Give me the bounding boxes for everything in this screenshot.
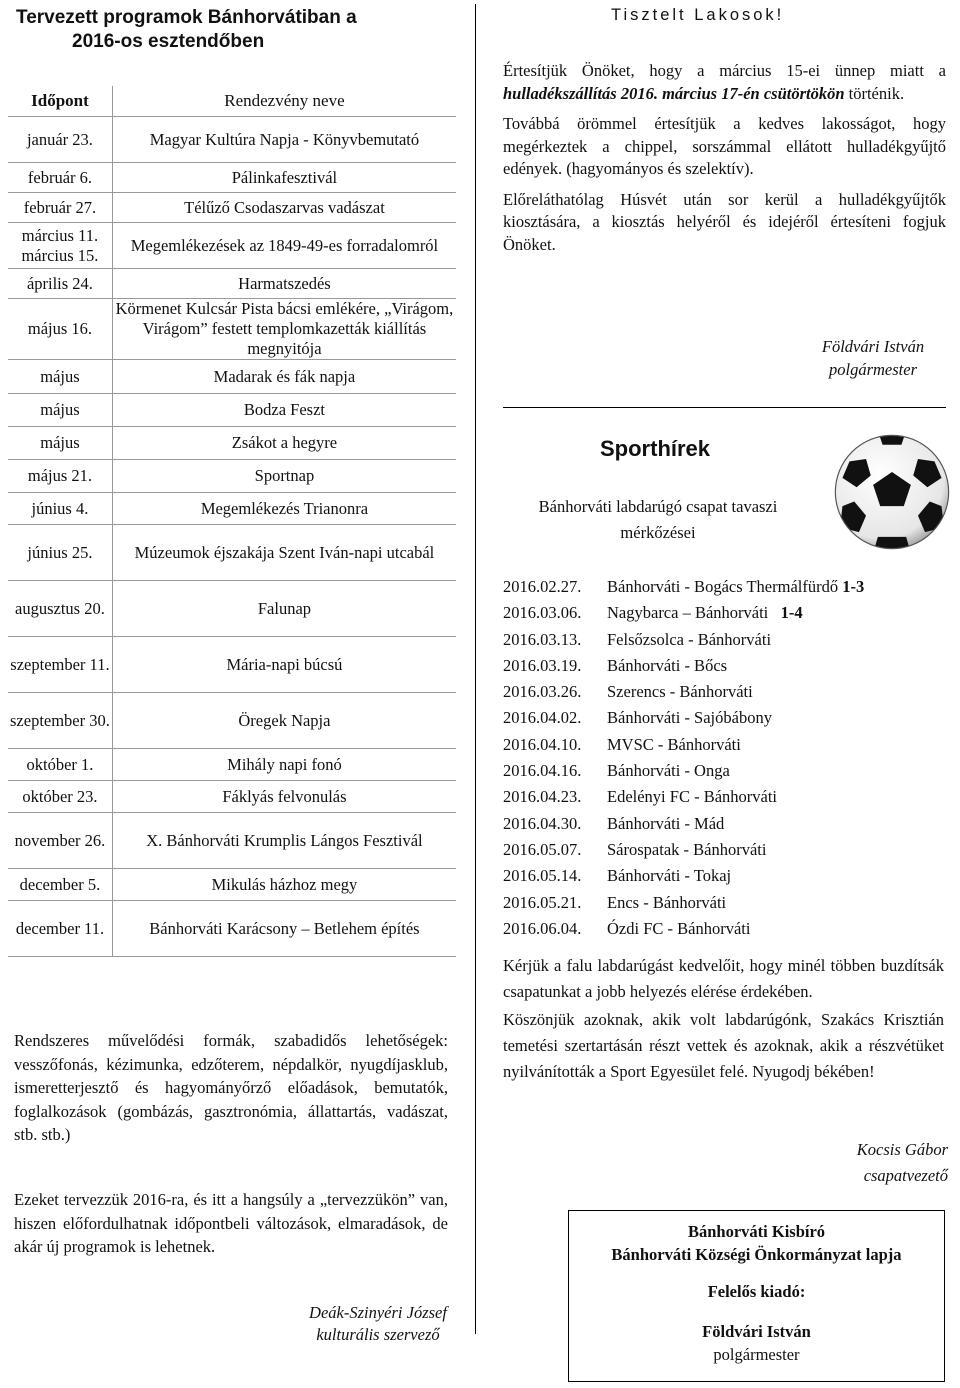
program-title-line2: 2016-os esztendőben	[72, 31, 265, 52]
coach-role: csapatvezető	[863, 1166, 948, 1185]
match-teams: Bánhorváti - Sajóbábony	[607, 708, 772, 728]
match-teams: MVSC - Bánhorváti	[607, 734, 741, 754]
event-date: március 11. március 15.	[8, 223, 112, 269]
table-row	[8, 813, 456, 869]
event-date: augusztus 20.	[8, 581, 112, 637]
match-date: 2016.04.30.	[503, 813, 582, 833]
event-date: május	[8, 427, 112, 460]
notice-paragraph-3: Előreláthatólag Húsvét után sor kerül a hulladékgyűjtők kiosztására, a kiosztás helyéről és idejéről értesíteni fogjuk Önöket.	[503, 189, 946, 254]
event-name: Sportnap	[112, 460, 456, 493]
match-teams: Ózdi FC - Bánhorváti	[607, 918, 751, 938]
publication-subtitle: Bánhorváti Községi Önkormányzat lapja	[611, 1245, 902, 1264]
event-name: Mikulás házhoz megy	[112, 869, 456, 901]
match-teams: Felsőzsolca - Bánhorváti	[607, 629, 772, 649]
organizer-role: kulturális szervező	[316, 1325, 440, 1344]
notice-p1-text: Értesítjük Önöket, hogy a március 15-ei ünnep miatt a	[503, 61, 946, 80]
mayor-signature	[793, 336, 953, 381]
event-name: Mária-napi búcsú	[112, 637, 456, 693]
column-divider	[475, 4, 476, 1334]
event-name: Múzeumok éjszakája Szent Iván-napi utcabál	[112, 525, 456, 581]
organizer-signature	[278, 1302, 478, 1346]
match-item	[503, 758, 953, 784]
event-date: május 16.	[8, 299, 112, 360]
program-table	[8, 86, 456, 957]
event-date: október 23.	[8, 781, 112, 813]
match-teams: Sárospatak - Bánhorváti	[607, 839, 767, 859]
event-date: szeptember 11.	[8, 637, 112, 693]
match-teams: Edelényi FC - Bánhorváti	[607, 787, 778, 807]
team-message-p2: Köszönjük azoknak, akik volt labdarúgónk, Szakács Krisztián temetési szertartásán részt vettek és azoknak, akik a részvétüket nyilvánították a Sport Egyesület felé. Nyugodj békében!	[503, 1010, 944, 1081]
table-row	[8, 299, 456, 360]
event-name: Magyar Kultúra Napja - Könyvbemutató	[112, 117, 456, 163]
mayor-role: polgármester	[829, 359, 917, 379]
match-item	[503, 890, 953, 916]
notice-paragraph-1	[503, 60, 946, 105]
event-date: december 5.	[8, 869, 112, 901]
publisher-role: polgármester	[713, 1345, 800, 1364]
event-date: október 1.	[8, 749, 112, 781]
match-item	[503, 705, 953, 731]
match-date: 2016.05.07.	[503, 839, 582, 859]
event-name: Zsákot a hegyre	[112, 427, 456, 460]
table-row	[8, 693, 456, 749]
regular-activities-text: Rendszeres művelődési formák, szabadidős lehetőségek: vesszőfonás, kézimunka, edzőterem, népdalkör, nyugdíjasklub, ismeretterjesztő és hagyományőrző előadások, bemutatók, foglalkozások (gombázás, gasztronómia, állattartás, vadászat, stb. stb.)	[14, 1031, 448, 1144]
match-item	[503, 863, 953, 889]
publication-name: Bánhorváti Kisbíró	[687, 1222, 826, 1241]
soccer-ball-icon	[833, 433, 951, 551]
event-name: Madarak és fák napja	[112, 360, 456, 394]
event-name: Harmatszedés	[112, 269, 456, 299]
sport-subtitle: Bánhorváti labdarúgó csapat tavaszi mérkőzései	[538, 497, 778, 542]
mayor-name: Földvári István	[821, 337, 925, 356]
publisher-name: Földvári István	[702, 1322, 811, 1341]
event-date: szeptember 30.	[8, 693, 112, 749]
publisher-label: Felelős kiadó:	[707, 1282, 806, 1301]
event-date: június 4.	[8, 493, 112, 525]
coach-signature	[803, 1137, 948, 1189]
table-row	[8, 901, 456, 957]
program-title	[8, 6, 456, 54]
notice-paragraph-2: Továbbá örömmel értesítjük a kedves lakosságot, hogy megérkeztek a chippel, sorszámmal ellátott hulladékgyűjtő edények. (hagyományos és szelektív).	[503, 114, 946, 178]
publisher-box	[568, 1210, 945, 1382]
match-item	[503, 732, 953, 758]
match-date: 2016.03.26.	[503, 682, 582, 702]
greeting: Tisztelt Lakosok!	[611, 6, 785, 24]
match-date: 2016.04.16.	[503, 761, 582, 781]
left-column	[8, 0, 456, 1344]
notice-p1-emphasis: hulladékszállítás 2016. március 17-én csütörtökön	[503, 83, 845, 103]
match-date: 2016.04.10.	[503, 734, 582, 754]
match-date: 2016.06.04.	[503, 918, 582, 938]
table-row	[8, 427, 456, 460]
match-date: 2016.02.27.	[503, 577, 582, 596]
event-name: Pálinkafesztivál	[112, 163, 456, 193]
event-date: június 25.	[8, 525, 112, 581]
match-teams: Encs - Bánhorváti	[607, 892, 727, 912]
match-date: 2016.05.21.	[503, 892, 582, 912]
event-date: december 11.	[8, 901, 112, 957]
event-date: november 26.	[8, 813, 112, 869]
team-message	[503, 953, 944, 1087]
match-teams: Nagybarca – Bánhorváti	[607, 603, 781, 623]
table-row	[8, 749, 456, 781]
match-teams: Bánhorváti - Mád	[607, 813, 725, 833]
coach-name: Kocsis Gábor	[856, 1140, 948, 1159]
table-row	[8, 869, 456, 901]
match-item	[503, 653, 953, 679]
header-date: Időpont	[8, 86, 112, 117]
match-date: 2016.03.13.	[503, 629, 582, 649]
match-score: 1-4	[780, 603, 803, 623]
organizer-name: Deák-Szinyéri József	[309, 1303, 447, 1322]
event-date: május	[8, 360, 112, 394]
event-name: Télűző Csodaszarvas vadászat	[112, 193, 456, 223]
match-date: 2016.03.19.	[503, 655, 582, 675]
match-teams: Bánhorváti - Bőcs	[607, 655, 728, 675]
table-header-row	[8, 86, 456, 117]
match-item	[503, 679, 953, 705]
sport-title: Sporthírek	[600, 436, 711, 461]
event-name: Körmenet Kulcsár Pista bácsi emlékére, „Virágom, Virágom” festett templomkazetták kiállítás megnyitója	[112, 299, 456, 360]
match-item	[503, 600, 953, 626]
match-score: 1-3	[842, 577, 865, 596]
event-name: Megemlékezés Trianonra	[112, 493, 456, 525]
event-date: január 23.	[8, 117, 112, 163]
event-name: Öregek Napja	[112, 693, 456, 749]
event-date: május 21.	[8, 460, 112, 493]
table-row	[8, 394, 456, 427]
program-title-line1: Tervezett programok Bánhorvátiban a	[16, 7, 357, 28]
event-date: május	[8, 394, 112, 427]
match-teams: Bánhorváti - Bogács Thermálfürdő	[607, 577, 843, 596]
table-row	[8, 493, 456, 525]
match-date: 2016.04.23.	[503, 787, 582, 807]
match-date: 2016.05.14.	[503, 866, 582, 886]
match-item	[503, 811, 953, 837]
table-row	[8, 460, 456, 493]
table-row	[8, 163, 456, 193]
match-date: 2016.04.02.	[503, 708, 582, 728]
event-name: Mihály napi fonó	[112, 749, 456, 781]
table-row	[8, 781, 456, 813]
event-name: Megemlékezések az 1849-49-es forradalomról	[112, 223, 456, 269]
event-name: Fáklyás felvonulás	[112, 781, 456, 813]
table-row	[8, 360, 456, 394]
match-item	[503, 784, 953, 810]
match-teams: Bánhorváti - Tokaj	[607, 866, 732, 886]
match-date: 2016.03.06.	[503, 603, 582, 623]
team-message-p1: Kérjük a falu labdarúgást kedvelőit, hogy minél többen buzdítsák csapatunkat a jobb helyezés elérése érdekében.	[503, 956, 944, 1001]
event-date: február 6.	[8, 163, 112, 193]
plans-text: Ezeket tervezzük 2016-ra, és itt a hangsúly a „tervezzükön” van, hiszen előfordulhatnak időpontbeli változások, elmaradások, de akár új programok is lehetnek.	[14, 1190, 448, 1256]
match-item	[503, 574, 953, 600]
match-list	[503, 574, 953, 942]
match-teams: Bánhorváti - Onga	[607, 761, 730, 781]
event-date: február 27.	[8, 193, 112, 223]
event-name: Falunap	[112, 581, 456, 637]
waste-notice	[503, 60, 946, 264]
table-row	[8, 637, 456, 693]
event-name: Bánhorváti Karácsony – Betlehem építés	[112, 901, 456, 957]
table-row	[8, 223, 456, 269]
table-row	[8, 525, 456, 581]
table-row	[8, 581, 456, 637]
event-name: X. Bánhorváti Krumplis Lángos Fesztivál	[112, 813, 456, 869]
table-row	[8, 193, 456, 223]
match-item	[503, 837, 953, 863]
event-date: április 24.	[8, 269, 112, 299]
match-teams: Szerencs - Bánhorváti	[607, 682, 753, 702]
table-row	[8, 269, 456, 299]
match-item	[503, 627, 953, 653]
match-item	[503, 916, 953, 942]
section-divider	[503, 407, 946, 408]
notice-p1-end: történik.	[844, 83, 905, 103]
program-table-body	[8, 117, 456, 957]
header-event: Rendezvény neve	[112, 86, 456, 117]
table-row	[8, 117, 456, 163]
event-name: Bodza Feszt	[112, 394, 456, 427]
